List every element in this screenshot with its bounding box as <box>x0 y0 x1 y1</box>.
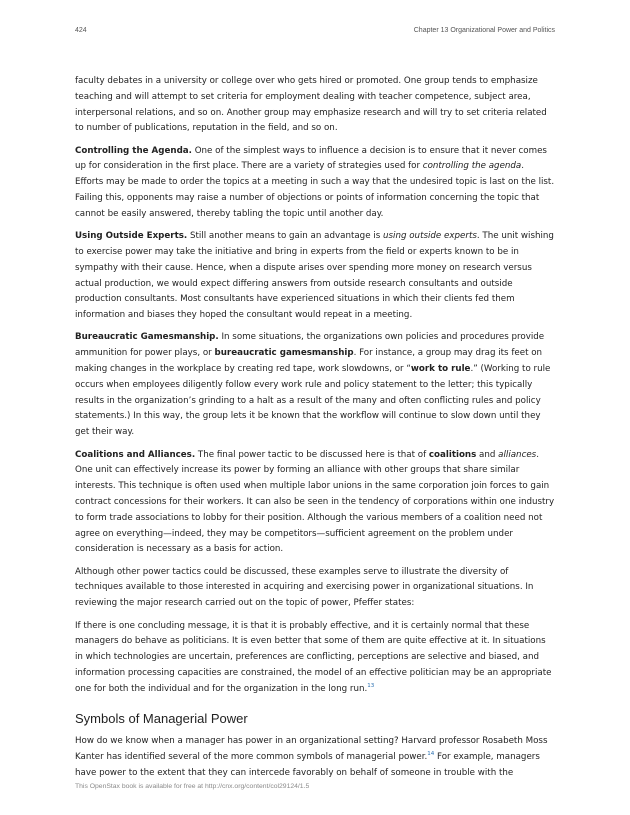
text-run: The final power tactic to be discussed here is that of <box>195 449 429 460</box>
footnote-link[interactable]: 13 <box>367 682 375 689</box>
key-term: work to rule <box>410 364 471 375</box>
paragraph-controlling-agenda <box>75 144 555 223</box>
emphasis: using outside experts <box>383 231 477 242</box>
quote-pfeffer <box>75 619 555 698</box>
key-term: bureaucratic gamesmanship <box>214 348 354 359</box>
footnote-link[interactable]: 14 <box>427 751 435 758</box>
text-run: In some situations, the organizations own policies and procedures provide ammunition for power plays, or <box>75 332 545 359</box>
paragraph-outside-experts <box>75 229 555 324</box>
run-in-heading: Using Outside Experts. <box>75 231 188 242</box>
chapter-title: Chapter 13 Organizational Power and Politics <box>413 27 555 34</box>
run-in-heading: Coalitions and Alliances. <box>75 449 196 460</box>
key-term: coalitions <box>428 449 477 460</box>
text-run: . Efforts may be made to order the topics at a meeting in such a way that the undesired topic is last on the list. Failing this, opponents may raise a number of objections or points of information concerning the topic that cannot be easily answered, thereby tabling the topic until another day. <box>75 161 555 219</box>
paragraph-bureaucratic-gamesmanship <box>75 330 555 441</box>
page-number: 424 <box>75 27 87 34</box>
run-in-heading: Bureaucratic Gamesmanship. <box>75 332 219 343</box>
paragraph-managerial-power <box>75 734 555 781</box>
text-run: and <box>476 449 499 460</box>
run-in-heading: Controlling the Agenda. <box>75 145 192 156</box>
page-body <box>75 74 555 788</box>
text-run: One of the simplest ways to influence a decision is to ensure that it never comes up for consideration in the first place. There are a variety of strategies used for <box>75 145 547 172</box>
emphasis: controlling the agenda <box>422 161 522 172</box>
text-run: . For instance, a group may drag its feet on making changes in the workplace by creating red tape, work slowdowns, or “ <box>75 348 543 375</box>
text-run: How do we know when a manager has power in an organizational setting? Harvard professor Rosabeth Moss Kanter has identified several of the more common symbols of managerial power. <box>75 736 548 763</box>
page-footer: This OpenStax book is available for free at http://cnx.org/content/col29124/1.5 <box>75 783 310 790</box>
text-run: Still another means to gain an advantage is <box>187 231 384 242</box>
text-run: . The unit wishing to exercise power may take the initiative and bring in experts from the field or experts known to be in sympathy with their cause. Hence, when a dispute arises over spending more money on research versus actual production, we would expect differing answers from outside research consultants and outside production consultants. Most consultants have experienced situations in which their clients fed them information and biases they hoped the consultant would repeat in a meeting. <box>75 231 554 321</box>
text-run: For example, managers have power to the extent that they can intercede favorably on behalf of someone in trouble with the <box>75 752 540 779</box>
paragraph-coalitions-alliances <box>75 448 555 559</box>
text-run: . One unit can effectively increase its power by forming an alliance with other groups that share similar interests. This technique is often used when multiple labor unions in the same corporation join forces to gain contract concessions for their workers. It can also be seen in the tendency of corporations within one industry to form trade associations to lobby for their position. Although the various members of a coalition need not agree on everything—indeed, they may be competitors—sufficient agreement on the problem under consideration is necessary as a basis for action. <box>75 449 555 555</box>
text-run: .” (Working to rule occurs when employees diligently follow every work rule and policy statement to the letter; this typically results in the organization’s grinding to a halt as a result of the many and often conflicting rules and policy statements.) In this way, the group lets it be known that the workflow will continue to slow down until they get their way. <box>75 364 551 438</box>
paragraph-power-tactics-summary: Although other power tactics could be discussed, these examples serve to illustrate the diversity of techniques available to those interested in acquiring and exercising power in organizational situations. In reviewing the major research carried out on the topic of power, Pfeffer states: <box>75 566 534 609</box>
quote-text: If there is one concluding message, it is that it is probably effective, and it is certainly normal that these managers do behave as politicians. It is even better that some of them are quite effective at it. In situations in which technologies are uncertain, preferences are conflicting, perceptions are selective and biased, and information processing capacities are constrained, the model of an effective politician may be an appropriate one for both the individual and for the organization in the long run. <box>75 620 552 694</box>
emphasis: alliances <box>498 449 537 460</box>
section-heading: Symbols of Managerial Power <box>75 711 248 727</box>
paragraph-faculty-debates: faculty debates in a university or college over who gets hired or promoted. One group tends to emphasize teaching and will attempt to set criteria for employment dealing with teacher competence, subject area, interpersonal relations, and so on. Another group may emphasize research and will try to set criteria related to number of publications, reputation in the field, and so on. <box>75 76 547 134</box>
